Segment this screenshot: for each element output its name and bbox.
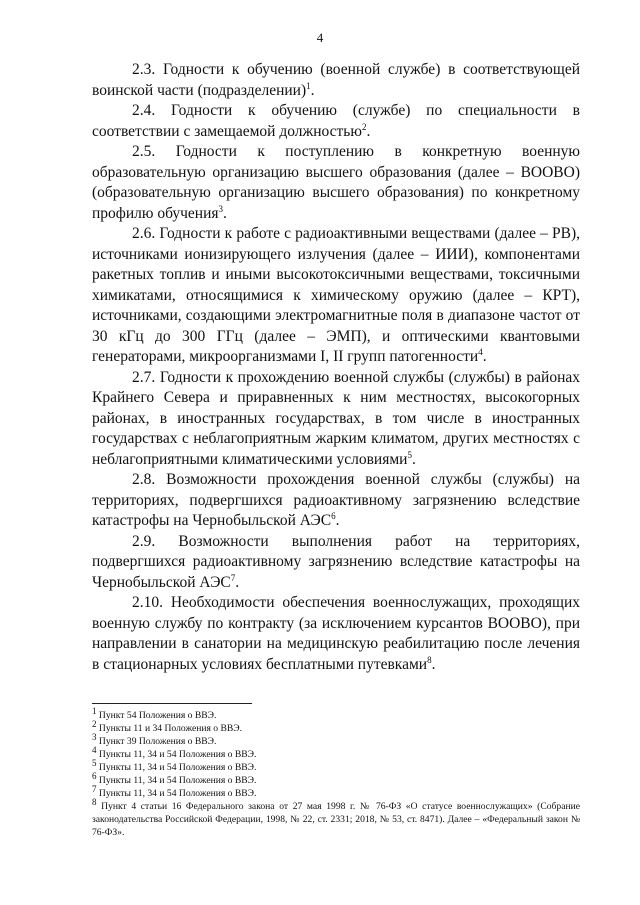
footnote-ref: 3: [218, 203, 224, 214]
footnote-ref: 8: [427, 654, 432, 665]
paragraph-2-6: 2.6. Годности к работе с радиоактивными веществами (далее – РВ), источниками ионизирующего излучения (далее – ИИИ), компонентами ракетных топлив и иными высокотоксичными веществами, токсичными химикатами, относящимися к химическому оружию (далее – КРТ), источниками, создающими электромагнитные поля в диапазоне частот от 30 кГц до 300 ГГц (далее – ЭМП), и оптическими квантовыми генераторами, микроорганизмами I, II групп патогенности$^4$.: [92, 225, 580, 365]
footnote-4: $^4$ Пункты 11, 34 и 54 Положения о ВВЭ.: [92, 744, 257, 760]
paragraph-2-5: 2.5. Годности к поступлению в конкретную военную образовательную организацию высшего образования (далее – ВООВО) (образовательную организацию высшего образования) по конкретному профилю обучения$^3$.: [92, 143, 580, 222]
footnote-ref: 7: [230, 572, 236, 583]
footnote-6: $^6$ Пункты 11, 34 и 54 Положения о ВВЭ.: [92, 770, 257, 786]
footnote-1: $^1$ Пункт 54 Положения о ВВЭ.: [92, 705, 217, 721]
footnote-2: $^2$ Пункты 11 и 34 Положения о ВВЭ.: [92, 718, 243, 734]
paragraph-2-9: 2.9. Возможности выполнения работ на территориях, подвергшихся радиоактивному загрязнению вследствие катастрофы на Чернобыльской АЭС$^7$.: [92, 532, 580, 591]
footnote-ref: 2: [361, 121, 367, 132]
footnote-7: $^7$ Пункты 11, 34 и 54 Положения о ВВЭ.: [92, 783, 257, 799]
paragraph-2-8: 2.8. Возможности прохождения военной службы (службы) на территориях, подвергшихся радиоактивному загрязнению вследствие катастрофы на Чернобыльской АЭС$^6$.: [92, 471, 580, 529]
footnote-divider: [92, 703, 252, 704]
footnote-ref: 4: [478, 346, 483, 357]
footnote-ref: 1: [306, 80, 311, 91]
paragraph-2-3: 2.3. Годности к обучению (военной службе) в соответствующей воинской части (подразделении)$^1$.: [92, 61, 580, 99]
footnote-3: $^3$ Пункт 39 Положения о ВВЭ.: [92, 731, 217, 747]
paragraph-2-7: 2.7. Годности к прохождению военной службы (службы) в районах Крайнего Севера и приравненных к ним местностях, высокогорных районах, в иностранных государствах, в том числе в иностранных государствах с неблагоприятным жарким климатом, других местностях с неблагоприятными климатическими условиями$^5$.: [92, 368, 580, 468]
document-body: [92, 60, 580, 675]
footnote-ref: 6: [331, 510, 336, 521]
page-number: 4: [316, 30, 324, 45]
paragraph-2-4: 2.4. Годности к обучению (службе) по специальности в соответствии с замещаемой должностью$^2$.: [92, 102, 580, 140]
paragraph-2-10: 2.10. Необходимости обеспечения военнослужащих, проходящих военную службу по контракту (за исключением курсантов ВООВО), при направлении в санатории на медицинскую реабилитацию после лечения в стационарных условиях бесплатными путевками$^8$.: [92, 594, 580, 673]
footnotes: [92, 705, 580, 839]
footnote-8: $^8$ Пункт 4 статьи 16 Федерального закона от 27 мая 1998 г. № 76-ФЗ «О статусе военнослужащих» (Собрание законодательства Российской Федерации, 1998, № 22, ст. 2331; 2018, № 53, ст. 8471). Далее – «Федеральный закон № 76-ФЗ».: [92, 796, 580, 838]
footnote-5: $^5$ Пункты 11, 34 и 54 Положения о ВВЭ.: [92, 757, 257, 773]
footnote-ref: 5: [407, 449, 412, 460]
